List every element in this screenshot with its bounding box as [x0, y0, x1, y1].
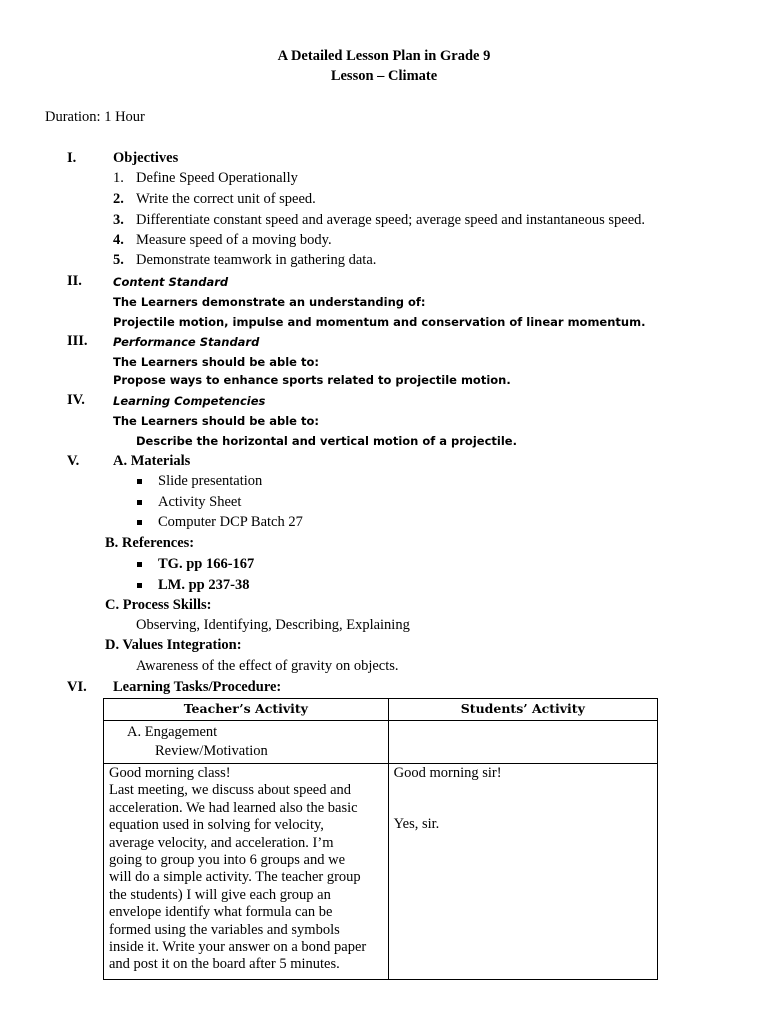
- objective-item: Differentiate constant speed and average speed; average speed and instantaneous speed.: [136, 212, 646, 228]
- engagement-label: A. Engagement: [127, 724, 218, 740]
- performance-standard-heading: Performance Standard: [113, 335, 260, 349]
- bullet-icon: [137, 562, 142, 567]
- objective-number: 2.: [113, 191, 124, 207]
- materials-heading: A. Materials: [113, 453, 191, 469]
- teacher-activity-header: Teacher’s Activity: [104, 699, 389, 721]
- learning-competencies-heading: Learning Competencies: [113, 394, 266, 408]
- bullet-icon: [137, 583, 142, 588]
- references-heading: B. References:: [105, 535, 195, 551]
- process-skills-text: Observing, Identifying, Describing, Explaining: [136, 617, 410, 633]
- content-standard-heading: Content Standard: [113, 275, 229, 289]
- values-integration-heading: D. Values Integration:: [105, 637, 242, 653]
- student-reply: Good morning sir!: [393, 765, 502, 781]
- reference-item: LM. pp 237-38: [158, 577, 250, 593]
- teacher-line: will do a simple activity. The teacher group: [109, 869, 361, 886]
- teacher-line: Good morning class!: [109, 765, 231, 781]
- section-numeral-1: I.: [67, 150, 77, 166]
- lesson-title: Lesson – Climate: [330, 68, 438, 84]
- teacher-line: equation used in solving for velocity,: [109, 817, 324, 834]
- material-item: Slide presentation: [158, 473, 263, 489]
- objective-item: Demonstrate teamwork in gathering data.: [136, 252, 377, 268]
- bullet-icon: [137, 479, 142, 484]
- values-integration-text: Awareness of the effect of gravity on objects.: [136, 658, 399, 674]
- objective-number: 5.: [113, 252, 124, 268]
- document-title: A Detailed Lesson Plan in Grade 9: [277, 48, 491, 64]
- section-numeral-5: V.: [67, 453, 80, 469]
- performance-standard-intro: The Learners should be able to:: [113, 355, 319, 369]
- students-activity-cell: [388, 764, 657, 980]
- process-skills-heading: C. Process Skills:: [105, 597, 212, 613]
- reference-item: TG. pp 166-167: [158, 556, 255, 572]
- objective-item: Define Speed Operationally: [136, 170, 298, 186]
- bullet-icon: [137, 500, 142, 505]
- duration-text: Duration: 1 Hour: [45, 109, 145, 125]
- students-activity-header: Students’ Activity: [388, 699, 657, 721]
- performance-standard-text: Propose ways to enhance sports related to projectile motion.: [113, 373, 511, 387]
- teacher-line: acceleration. We had learned also the basic: [109, 799, 358, 816]
- activity-row: [104, 764, 658, 980]
- teacher-line: formed using the variables and symbols: [109, 921, 340, 938]
- learning-competencies-text: Describe the horizontal and vertical motion of a projectile.: [136, 434, 517, 448]
- procedure-heading: Learning Tasks/Procedure:: [113, 679, 282, 695]
- teacher-line: Last meeting, we discuss about speed and: [109, 782, 352, 799]
- objective-item: Measure speed of a moving body.: [136, 232, 332, 248]
- student-reply: Yes, sir.: [393, 816, 440, 833]
- objective-number: 1.: [113, 170, 124, 186]
- bullet-icon: [137, 520, 142, 525]
- material-item: Activity Sheet: [158, 494, 242, 510]
- teacher-line: envelope identify what formula can be: [109, 904, 333, 921]
- learning-competencies-intro: The Learners should be able to:: [113, 414, 319, 428]
- teacher-line: the students) I will give each group an: [109, 886, 331, 903]
- content-standard-text: Projectile motion, impulse and momentum and conservation of linear momentum.: [113, 315, 646, 329]
- objectives-heading: Objectives: [113, 150, 179, 166]
- objective-number: 3.: [113, 212, 124, 228]
- teacher-activity-cell: [104, 764, 389, 980]
- content-standard-intro: The Learners demonstrate an understanding of:: [113, 295, 426, 309]
- section-numeral-4: IV.: [67, 392, 85, 408]
- table-header-row: [104, 699, 658, 721]
- teacher-line: and post it on the board after 5 minutes.: [109, 956, 340, 973]
- engagement-cell: [104, 721, 389, 764]
- procedure-table: [103, 698, 658, 980]
- teacher-line: going to group you into 6 groups and we: [109, 852, 346, 869]
- engagement-students-cell: [388, 721, 657, 764]
- engagement-row: [104, 721, 658, 764]
- objective-number: 4.: [113, 232, 124, 248]
- teacher-line: average velocity, and acceleration. I’m: [109, 834, 334, 851]
- section-numeral-3: III.: [67, 333, 88, 349]
- engagement-sublabel: Review/Motivation: [155, 743, 268, 759]
- material-item: Computer DCP Batch 27: [158, 514, 303, 530]
- teacher-line: inside it. Write your answer on a bond paper: [109, 939, 367, 956]
- section-numeral-6: VI.: [67, 679, 87, 695]
- section-numeral-2: II.: [67, 273, 82, 289]
- objective-item: Write the correct unit of speed.: [136, 191, 316, 207]
